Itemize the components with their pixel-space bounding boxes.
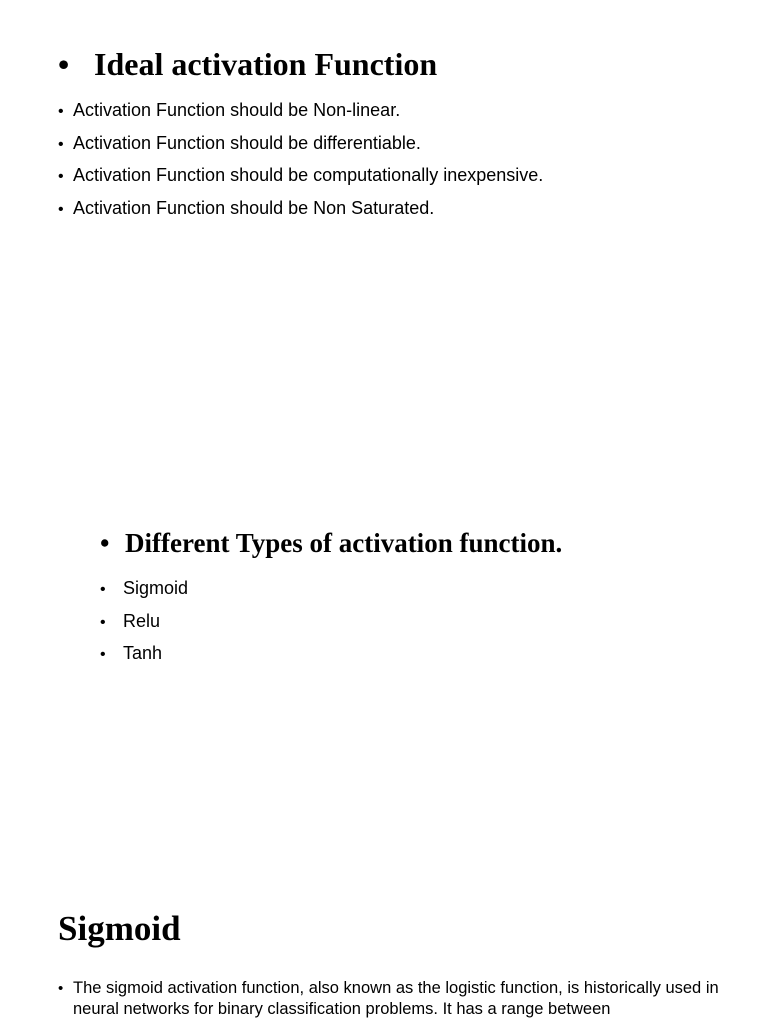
bullet-list: [58, 94, 748, 224]
paragraph-item: [58, 978, 748, 1020]
section-heading: [100, 524, 740, 562]
bullet-dot: •: [100, 646, 106, 663]
list-item: [58, 94, 748, 127]
list-item-text: Sigmoid: [123, 578, 189, 598]
heading-bullet: •: [100, 528, 110, 558]
heading-text: Different Types of activation function.: [125, 528, 563, 558]
list-item-text: Activation Function should be Non-linear.: [73, 100, 401, 120]
list-item: [58, 192, 748, 225]
list-item: [100, 572, 740, 605]
bullet-dot: •: [58, 168, 64, 185]
list-item: [100, 637, 740, 670]
section-heading: [58, 44, 748, 84]
list-item-text: Activation Function should be Non Saturated.: [73, 197, 435, 218]
section-ideal-activation: [58, 44, 748, 224]
list-item-text: Activation Function should be computationally inexpensive.: [73, 165, 544, 185]
section-sigmoid: [58, 906, 748, 1020]
heading-bullet: •: [58, 46, 70, 82]
list-item: [100, 605, 740, 638]
bullet-dot: •: [58, 103, 64, 120]
section-activation-types: [100, 524, 740, 670]
bullet-dot: •: [100, 613, 106, 631]
bullet-dot: •: [100, 581, 106, 598]
bullet-dot: •: [58, 980, 64, 997]
list-item-text: Relu: [123, 610, 161, 631]
list-item: [58, 127, 748, 160]
list-item-text: Tanh: [123, 643, 163, 663]
bullet-list: [100, 572, 740, 670]
bullet-dot: •: [58, 135, 64, 153]
heading-text: Ideal activation Function: [94, 46, 438, 82]
list-item: [58, 159, 748, 192]
section-title: Sigmoid: [58, 909, 181, 948]
paragraph-text: The sigmoid activation function, also known as the logistic function, is historically used in neural networks for binary classification problems. It has a range between: [73, 979, 719, 1018]
list-item-text: Activation Function should be differentiable.: [73, 132, 421, 153]
bullet-dot: •: [58, 200, 64, 218]
